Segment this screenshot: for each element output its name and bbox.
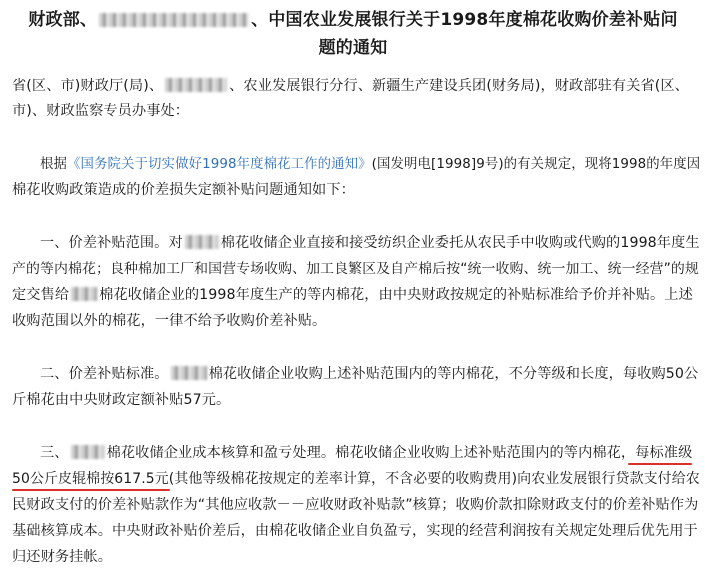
- title-segment: 财政部、: [28, 10, 98, 30]
- text-segment: 棉花收储企业收购上述补贴范围内的等内棉花，不分等级和长度，每收购50公: [208, 366, 699, 382]
- title-line-2: 题的通知: [318, 38, 388, 58]
- addressees-line-1: [12, 76, 689, 96]
- text-segment: 、农业发展银行分行、新疆生产建设兵团(财务局)，财政部驻有关省(区、: [229, 78, 689, 94]
- text-segment: 棉花收储企业直接和接受纺织企业委托从农民手中收购或代购的1998年度生: [220, 235, 700, 251]
- basis-line-1: [40, 155, 700, 175]
- text-segment: 定交售给: [12, 287, 70, 303]
- section-one-line-4: 收购范围以外的棉花，一律不给予收购价差补贴。: [12, 313, 327, 329]
- text-segment: 二、价差补贴标准。: [40, 366, 169, 382]
- text-segment: 根据: [40, 157, 68, 172]
- policy-link[interactable]: 《国务院关于切实做好1998年度棉花工作的通知》: [67, 157, 372, 172]
- title-segment: 、中国农业发展银行关于1998年度棉花收购价差补贴问: [251, 10, 678, 30]
- section-one-line-3: [12, 285, 693, 305]
- redacted-text: [185, 235, 219, 249]
- section-two-line-1: [40, 364, 698, 384]
- highlighted-text: 每标准级: [635, 445, 693, 461]
- text-segment: 棉花收储企业的1998年度生产的等内棉花，由中央财政按规定的补贴标准给予价并补贴。上述: [99, 287, 693, 303]
- section-two-line-2: 斤棉花由中央财政定额补贴57元。: [12, 392, 231, 408]
- highlighted-text: 50公斤皮辊棉按617.5元: [12, 471, 169, 487]
- red-underline: [12, 489, 170, 491]
- section-three-line-5: 归还财务挂帐。: [12, 549, 113, 565]
- basis-line-2: 棉花收购政策造成的价差损失定额补贴问题通知如下：: [12, 182, 355, 198]
- section-three-line-2: [12, 469, 700, 489]
- section-three-line-4: 基础核算成本。中央财政补贴价差后，由棉花收储企业自负盈亏，实现的经营利润按有关规定处理后优先用于: [12, 523, 698, 539]
- redacted-text: [71, 287, 97, 301]
- text-segment: 棉花收储企业成本核算和盈亏处理。棉花收储企业收购上述补贴范围内的等内棉花，: [106, 445, 636, 461]
- redacted-text: [99, 13, 249, 27]
- red-underline: [628, 463, 692, 465]
- text-segment: (其他等级棉花按规定的差率计算，不含必要的收购费用)向农业发展银行贷款支付给农: [168, 471, 700, 487]
- section-one-line-2: 产的等内棉花；良种棉加工厂和国营专场收购、加工良繁区及自产棉后按“统一收购、统一加工、统一经营”的规: [12, 261, 699, 277]
- text-segment: (国发明电[1998]9号)的有关规定，现将1998的年度因: [371, 157, 701, 172]
- section-one-line-1: [40, 233, 700, 253]
- text-segment: 三、: [40, 445, 69, 461]
- redacted-text: [71, 445, 105, 459]
- title-line-1: [8, 6, 698, 34]
- section-three-line-3: 民财政支付的价差补贴款作为“其他应收款－－应收财政补贴款”核算；收购价款扣除财政支付的价差补贴作为: [12, 497, 699, 513]
- section-three-line-1: [40, 443, 692, 463]
- redacted-text: [171, 366, 207, 380]
- redacted-text: [165, 78, 227, 92]
- addressees-line-2: 市)、财政监察专员办事处：: [12, 103, 190, 119]
- text-segment: 一、价差补贴范围。对: [40, 235, 183, 251]
- text-segment: 省(区、市)财政厅(局)、: [12, 78, 164, 94]
- notice-title: [8, 6, 698, 62]
